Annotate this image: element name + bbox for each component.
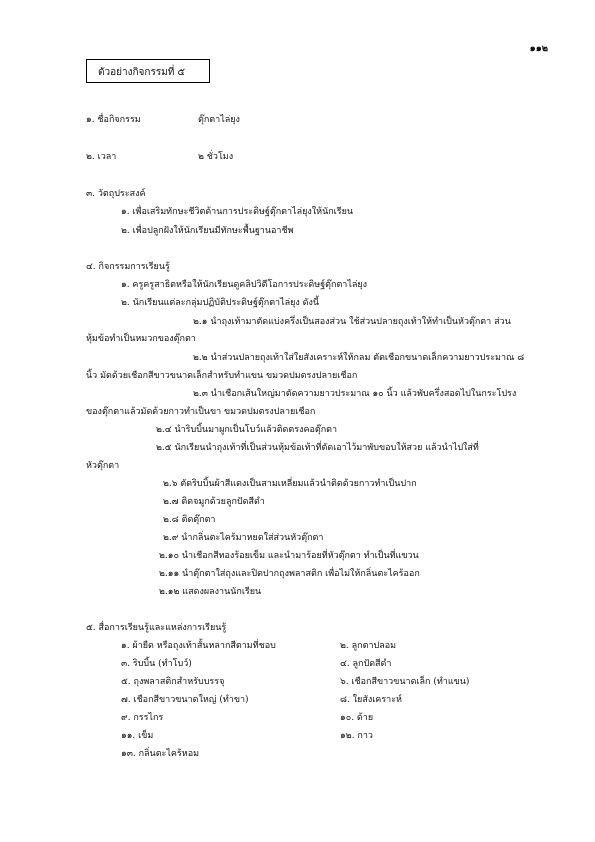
material-item: ๗. เชือกสีขาวขนาดใหญ่ (ทำขา)	[121, 695, 249, 705]
material-item: ๑๑. เข็ม	[121, 731, 154, 741]
activity-substep-cont: หุ้มข้อทำเป็นหมวกของตุ๊กตา	[86, 334, 196, 344]
material-item: ๑๐. ด้าย	[340, 713, 374, 723]
activity-substep: ๒.๕ นักเรียนนำถุงเท้าที่เป็นส่วนหุ้มข้อเท้าที่ตัดเอาไว้มาพับขอบให้สวย แล้วนำไปใส่ที่	[156, 443, 479, 453]
objective-item: ๒. เพื่อปลูกฝังให้นักเรียนมีทักษะพื้นฐานอาชีพ	[121, 226, 294, 236]
section-activity-name-value: ตุ๊กตาไล่ยุง	[198, 115, 240, 125]
activity-title: ตัวอย่างกิจกรรมที่ ๕	[98, 67, 186, 78]
activity-step: ๑. ครูครูสาธิตหรือให้นักเรียนดูคลิปวิดีโอการประดิษฐ์ตุ๊กตาไล่ยุง	[121, 280, 368, 290]
activity-title-box	[86, 59, 210, 83]
activity-substep: ๒.๔ นำริบบิ้นมาผูกเป็นโบว์แล้วติดตรงคอตุ๊กตา	[156, 425, 338, 435]
activity-substep: ๒.๙ นำกลิ่นตะไคร้มาหยดใส่ส่วนหัวตุ๊กตา	[163, 533, 324, 543]
section-activity-name-label: ๑. ชื่อกิจกรรม	[86, 115, 141, 125]
activity-substep: ๒.๑๒ แสดงผลงานนักเรียน	[159, 587, 262, 597]
material-item: ๖. เชือกสีขาวขนาดเล็ก (ทำแขน)	[340, 677, 470, 687]
section-time-label: ๒. เวลา	[86, 152, 117, 162]
section-materials-label: ๕. สื่อการเรียนรู้และแหล่งการเรียนรู้	[86, 623, 227, 633]
activity-substep: ๒.๖ ตัดริบบิ้นผ้าสีแดงเป็นสามเหลี่ยมแล้วนำติดด้วยกาวทำเป็นปาก	[163, 479, 417, 489]
activity-step: ๒. นักเรียนแต่ละกลุ่มปฏิบัติประดิษฐ์ตุ๊กตาไล่ยุง ดังนี้	[121, 298, 320, 308]
material-item: ๕. ถุงพลาสติกสำหรับบรรจุ	[121, 677, 225, 687]
material-item: ๑๒. กาว	[340, 731, 373, 741]
activity-substep: ๒.๗ ติดจมูกด้วยลูกปัดสีดำ	[163, 497, 265, 507]
material-item: ๔. ลูกปัดสีดำ	[340, 659, 392, 669]
material-item: ๘. ใยสังเคราะห์	[340, 695, 402, 705]
activity-substep-cont: ของตุ๊กตาแล้วมัดด้วยกาวทำเป็นขา ขมวดปมตรงปลายเชือก	[86, 407, 316, 417]
objective-item: ๑. เพื่อเสริมทักษะชีวิตด้านการประดิษฐ์ตุ๊กตาไล่ยุงให้นักเรียน	[121, 207, 354, 217]
material-item: ๙. กรรไกร	[121, 713, 164, 723]
activity-substep: ๒.๘ ติดตุ๊กตา	[163, 515, 216, 525]
activity-substep-cont: นิ้ว มัดด้วยเชือกสีขาวขนาดเล็กสำหรับทำแขน ขมวดปมตรงปลายเชือก	[86, 371, 358, 381]
material-item: ๑. ผ้ายืด หรือถุงเท้าสั้นหลากสีตามที่ชอบ	[121, 641, 276, 651]
material-item: ๒. ลูกตาปลอม	[340, 641, 397, 651]
page-number: ๑๑๒	[529, 43, 548, 54]
section-activities-label: ๔. กิจกรรมการเรียนรู้	[86, 262, 170, 272]
material-item: ๑๓. กลิ่นตะไคร้หอม	[121, 749, 200, 759]
section-time-value: ๒ ชั่วโมง	[198, 152, 234, 162]
activity-substep: ๒.๑ นำถุงเท้ามาตัดแบ่งครึ่งเป็นสองส่วน ใช้ส่วนปลายถุงเท้าให้ทำเป็นหัวตุ๊กตา ส่วน	[193, 317, 511, 327]
activity-substep-cont: หัวตุ๊กตา	[86, 461, 120, 471]
section-objectives-label: ๓. วัตถุประสงค์	[86, 189, 146, 199]
activity-substep: ๒.๒ นำส่วนปลายถุงเท้าใส่ใยสังเคราะห์ให้กลม ตัดเชือกขนาดเล็กความยาวประมาณ ๘	[193, 353, 525, 363]
activity-substep: ๒.๓ นำเชือกเส้นใหญ่มาตัดความยาวประมาณ ๑๐ นิ้ว แล้วพับครึ่งสอดไปในกระโปรง	[193, 389, 517, 399]
activity-substep: ๒.๑๐ นำเชือกสีทองร้อยเข็ม และนำมาร้อยที่หัวตุ๊กตา ทำเป็นที่แขวน	[159, 551, 419, 561]
activity-substep: ๒.๑๑ นำตุ๊กตาใส่ถุงและปิดปากถุงพลาสติก เพื่อไม่ให้กลิ่นตะไคร้ออก	[159, 569, 420, 579]
material-item: ๓. ริบบิ้น (ทำโบว์)	[121, 659, 192, 669]
